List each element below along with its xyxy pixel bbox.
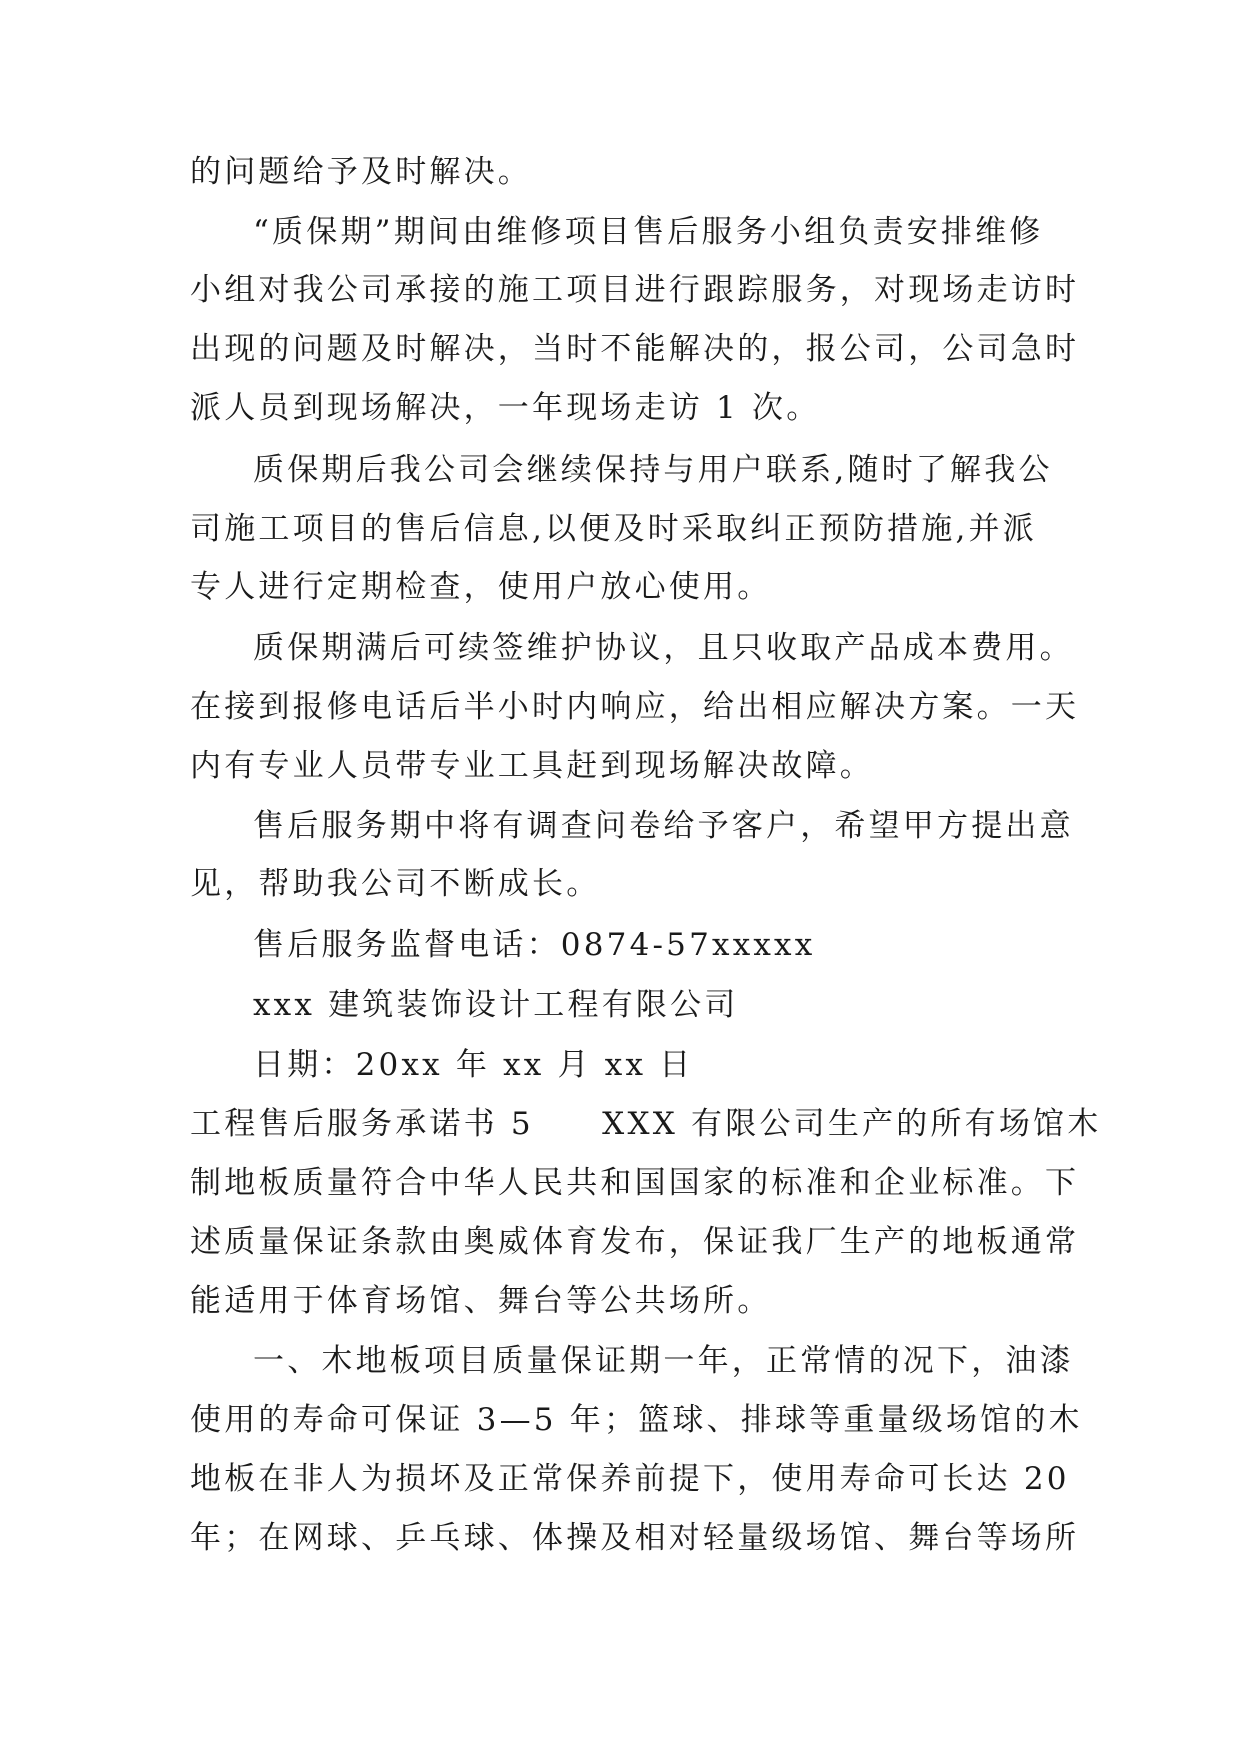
text-line: 出现的问题及时解决，当时不能解决的，报公司，公司急时 bbox=[190, 331, 1080, 367]
date-line: 日期：20xx 年 xx 月 xx 日 bbox=[253, 1047, 694, 1083]
company-name-line: xxx 建筑装饰设计工程有限公司 bbox=[253, 987, 739, 1023]
text-line: 使用的寿命可保证 3—5 年；篮球、排球等重量级场馆的木 bbox=[190, 1402, 1083, 1438]
paragraph-line: 售后服务期中将有调查问卷给予客户，希望甲方提出意 bbox=[253, 808, 1074, 844]
section-heading-line: 工程售后服务承诺书 5 XXX 有限公司生产的所有场馆木 bbox=[190, 1106, 1102, 1142]
text-line: 地板在非人为损坏及正常保养前提下，使用寿命可长达 20 bbox=[190, 1461, 1070, 1497]
paragraph-line: 一、木地板项目质量保证期一年，正常情的况下，油漆 bbox=[253, 1343, 1074, 1379]
text-line: 年；在网球、乒乓球、体操及相对轻量级场馆、舞台等场所 bbox=[190, 1520, 1080, 1556]
text-line: 内有专业人员带专业工具赶到现场解决故障。 bbox=[190, 748, 874, 784]
paragraph-line: 质保期后我公司会继续保持与用户联系,随时了解我公 bbox=[253, 452, 1053, 488]
paragraph-line: 质保期满后可续签维护协议，且只收取产品成本费用。 bbox=[253, 630, 1074, 666]
text-line: 派人员到现场解决，一年现场走访 1 次。 bbox=[190, 390, 821, 426]
text-line: 见，帮助我公司不断成长。 bbox=[190, 866, 601, 902]
paragraph-line: “质保期”期间由维修项目售后服务小组负责安排维修 bbox=[253, 214, 1044, 250]
text-line: 专人进行定期检查，使用户放心使用。 bbox=[190, 569, 772, 605]
text-line: 能适用于体育场馆、舞台等公共场所。 bbox=[190, 1283, 772, 1319]
text-line: 述质量保证条款由奥威体育发布，保证我厂生产的地板通常 bbox=[190, 1224, 1080, 1260]
text-line: 的问题给予及时解决。 bbox=[190, 154, 532, 190]
text-line: 制地板质量符合中华人民共和国国家的标准和企业标准。下 bbox=[190, 1165, 1080, 1201]
text-line: 司施工项目的售后信息,以便及时采取纠正预防措施,并派 bbox=[190, 511, 1037, 547]
text-line: 在接到报修电话后半小时内响应，给出相应解决方案。一天 bbox=[190, 689, 1080, 725]
text-line: 小组对我公司承接的施工项目进行跟踪服务，对现场走访时 bbox=[190, 272, 1080, 308]
hotline-line: 售后服务监督电话：0874-57xxxxx bbox=[253, 927, 816, 963]
